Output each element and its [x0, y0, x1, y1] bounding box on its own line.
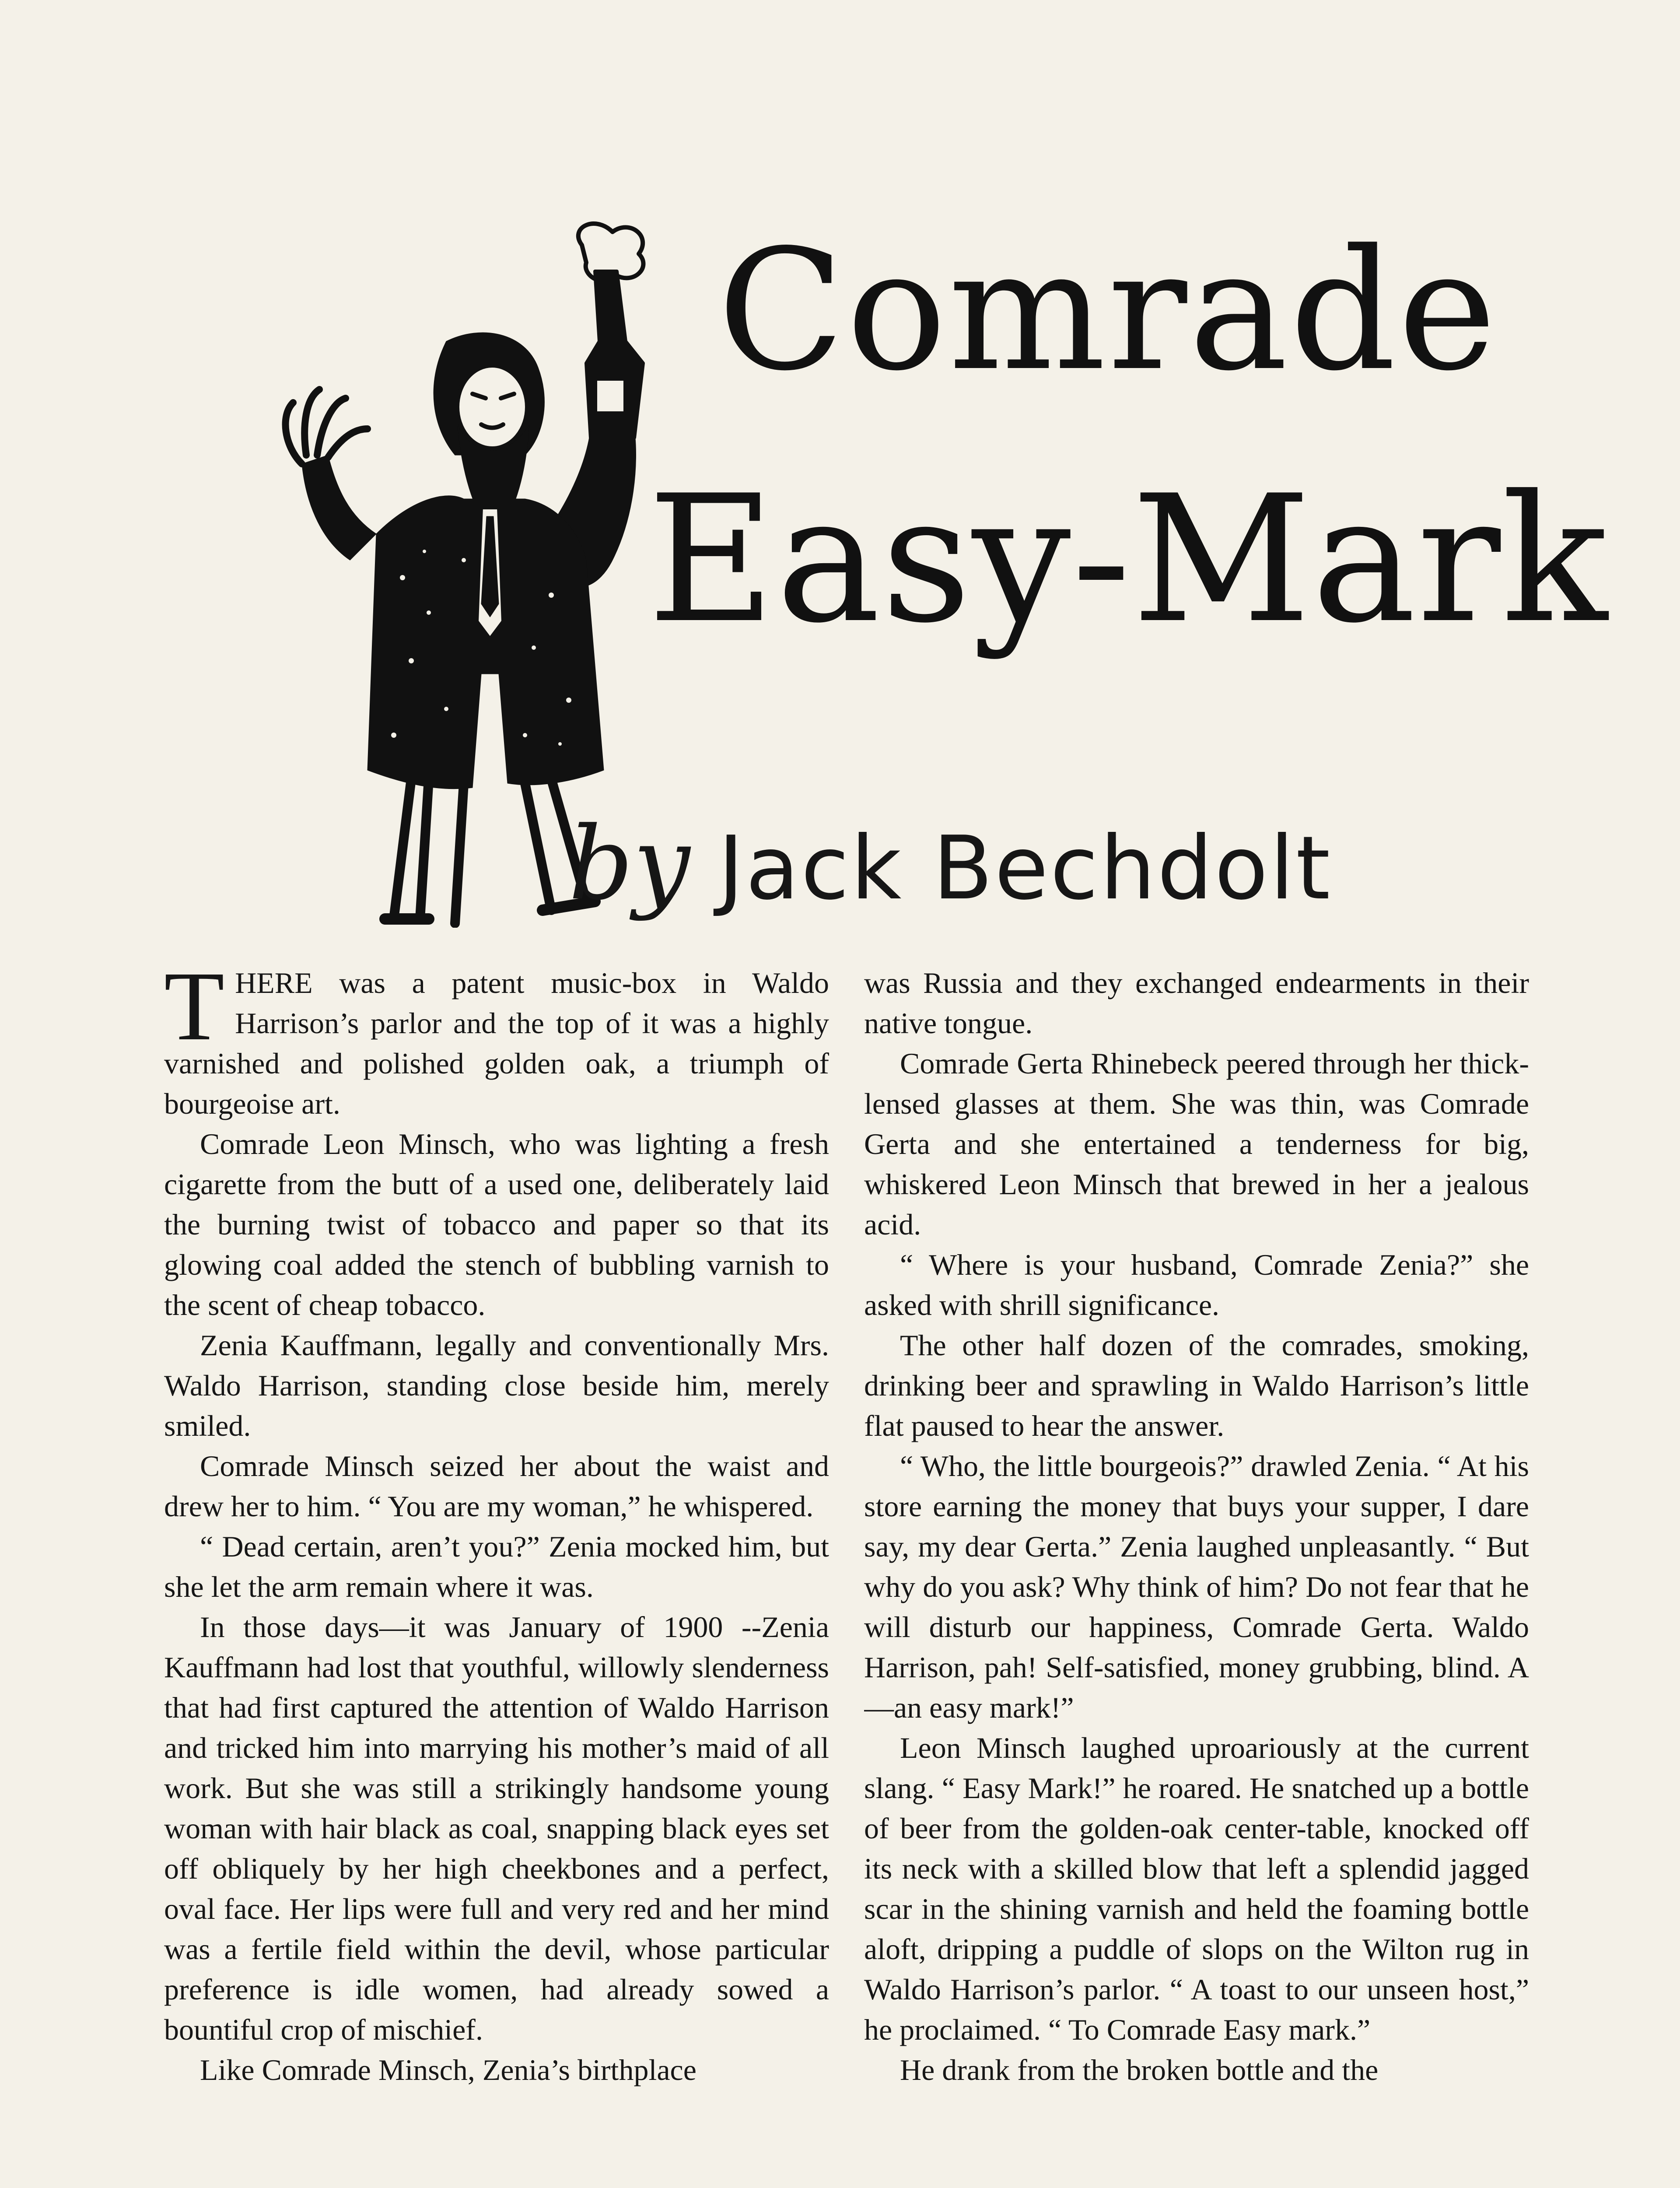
text-column-left	[164, 963, 829, 2188]
paragraph: The other half dozen of the comrades, smoking, drinking beer and sprawling in Waldo Harrison’s little flat paused to hear the answer.	[864, 1329, 1529, 1442]
byline-by: by	[569, 806, 690, 922]
paragraph: He drank from the broken bottle and the	[900, 2053, 1379, 2086]
article-title-line-2: Easy-Mark	[648, 458, 1609, 662]
author-name: Jack Bechdolt	[718, 817, 1332, 919]
byline	[569, 806, 1332, 922]
paragraph: Comrade Leon Minsch, who was lighting a fresh cigarette from the butt of a used one, deliberately laid the burning twist of tobacco and paper so that its glowing coal added the stench of bubbling varnish to the scent of cheap tobacco.	[164, 1127, 829, 1322]
paragraph: In those days—it was January of 1900 --Zenia Kauffmann had lost that youthful, willowly slenderness that had first captured the attention of Waldo Harrison and tricked him into marrying his mother’s maid of all work. But she was still a strikingly handsome young woman with hair black as coal, snapping black eyes set off obliquely by her high cheekbones and a perfect, oval face. Her lips were full and very red and her mind was a fertile field within the devil, whose particular preference is idle women, had already sowed a bountiful crop of mischief.	[164, 1610, 829, 2046]
paragraph: Comrade Minsch seized her about the waist and drew her to him. “ You are my woman,” he whispered.	[164, 1449, 829, 1523]
paragraph: Zenia Kauffmann, legally and conventionally Mrs. Waldo Harrison, standing close beside him, merely smiled.	[164, 1329, 829, 1442]
article-title-line-1: Comrade	[718, 214, 1498, 407]
paragraph: Like Comrade Minsch, Zenia’s birthplace	[200, 2053, 696, 2086]
text-column-right	[864, 963, 1529, 2188]
paragraph: “ Who, the little bourgeois?” drawled Zenia. “ At his store earning the money that buys your supper, I dare say, my dear Gerta.” Zenia laughed unpleasantly. “ But why do you ask? Why think of him? Do not fear that he will disturb our happiness, Comrade Gerta. Waldo Harrison, pah! Self-satisfied, money grubbing, blind. A—an easy mark!”	[864, 1449, 1529, 1724]
paragraph: Comrade Gerta Rhinebeck peered through her thick-lensed glasses at them. She was thin, was Comrade Gerta and she entertained a tenderness for big, whiskered Leon Minsch that brewed in her a jealous acid.	[864, 1047, 1529, 1241]
drop-cap: T	[164, 963, 225, 1061]
paragraph: Leon Minsch laughed uproariously at the current slang. “ Easy Mark!” he roared. He snatched up a bottle of beer from the golden-oak center-table, knocked off its neck with a skilled blow that left a splendid jagged scar in the shining varnish and held the foaming bottle aloft, dripping a puddle of slops on the Wilton rug in Waldo Harrison’s parlor. “ A toast to our unseen host,” he proclaimed. “ To Comrade Easy mark.”	[864, 1731, 1529, 2046]
paragraph: “ Dead certain, aren’t you?” Zenia mocked him, but she let the arm remain where it was.	[164, 1530, 829, 1603]
paragraph: was Russia and they exchanged endearments in their native tongue.	[864, 966, 1529, 1040]
paragraph: “ Where is your husband, Comrade Zenia?” she asked with shrill significance.	[864, 1248, 1529, 1322]
paragraph: THERE was a patent music-box in Waldo Harrison’s parlor and the top of it was a highly varnished and polished golden oak, a triumph of bourgeoise art.	[164, 963, 829, 1120]
